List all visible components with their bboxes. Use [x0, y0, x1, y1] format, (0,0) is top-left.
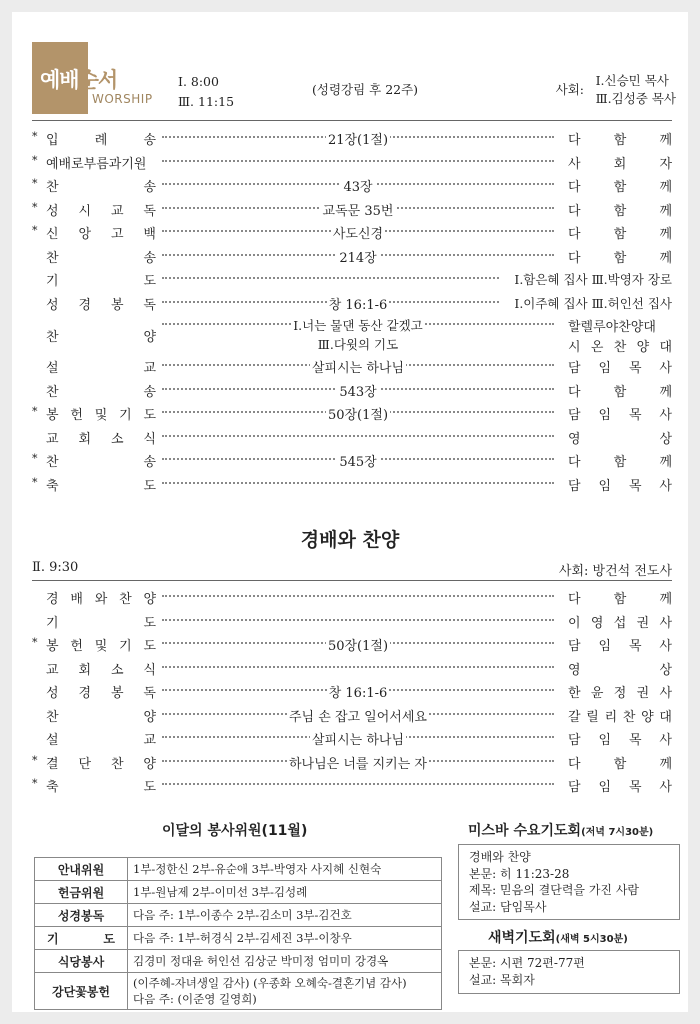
order-item-name: 기 도: [46, 615, 156, 631]
order-row: [32, 126, 672, 150]
order-row: [32, 173, 672, 197]
standing-mark: *: [32, 200, 38, 214]
wednesday-line: 제목: 믿음의 결단력을 가진 사람: [469, 883, 639, 897]
order-item-name: 성 경 봉 독: [46, 686, 156, 701]
order-row: [32, 354, 672, 378]
dawn-line: 설교: 목회자: [469, 972, 535, 987]
volunteer-role: 안내위원: [35, 858, 128, 881]
order-row: [32, 425, 672, 449]
standing-mark: *: [32, 636, 38, 649]
leader-dots: [162, 160, 554, 162]
volunteer-names: (이주혜-자녀생일 감사) (우종화 오혜숙-결혼기념 감사) 다음 주: (이준영 길영희): [128, 973, 442, 1010]
order-item-leader: 영 상: [568, 662, 672, 678]
order-item-leader: 다 함 께: [568, 455, 672, 470]
order-item-detail: 21장(1절): [327, 133, 389, 148]
service-times: [178, 72, 234, 112]
order-item-name: 봉 헌 및 기 도: [46, 639, 156, 654]
leader-dots: [162, 619, 554, 621]
order-item-name: 찬 송: [46, 180, 156, 195]
order-row: [32, 244, 672, 268]
host-1: Ⅰ.신승민 목사: [595, 73, 669, 88]
volunteer-row: [35, 904, 442, 927]
dawn-title: 새벽기도회(새벽 5시30분): [488, 930, 628, 946]
volunteers-title: 이달의 봉사위원(11월): [162, 823, 308, 839]
order-row: [32, 197, 672, 221]
order-item-name: 신 앙 고 백: [46, 227, 156, 242]
order-item-leader: 다 함 께: [568, 227, 672, 242]
order-row: [32, 726, 672, 750]
wednesday-line: 경배와 찬양: [469, 850, 531, 864]
order-item-detail: 교독문 35번: [322, 203, 394, 219]
anthem-title-1: Ⅰ.너는 물댄 동산 같겠고: [293, 318, 423, 333]
section2-title: 경배와 찬양: [300, 529, 400, 551]
order-item-detail: 50장(1절): [327, 408, 389, 423]
order-item-leader: 담 임 목 사: [568, 361, 672, 376]
order-item-detail: 살피시는 하나님: [311, 361, 405, 376]
liturgical-season: (성령강림 후 22주): [312, 82, 419, 97]
order-item-name: 성 경 봉 독: [46, 297, 156, 313]
order-item-name: 설 교: [46, 361, 156, 376]
choir-1: 할렐루야찬양대: [568, 320, 656, 335]
order-item-detail: 살피시는 하나님: [311, 733, 405, 748]
order-item-leader: 다 함 께: [568, 756, 672, 772]
order-item-name: 결 단 찬 양: [46, 756, 156, 772]
order-item-detail: 50장(1절): [327, 639, 389, 654]
order-item-leader: 담 임 목 사: [568, 639, 672, 654]
order-item-leader: 담 임 목 사: [568, 780, 672, 795]
host-block: [555, 72, 676, 108]
bulletin-page: [12, 12, 688, 1012]
section2-time: Ⅱ. 9:30: [32, 560, 79, 575]
order-item-leader: 영 상: [568, 431, 672, 447]
order-item-detail: 543장: [339, 384, 377, 400]
order-item-name: 교 회 소 식: [46, 431, 156, 447]
order-item-name: 교 회 소 식: [46, 662, 156, 678]
order-item-name: 찬 양: [46, 330, 156, 345]
order-item-name: 예배로부름과기원: [46, 156, 147, 172]
volunteer-row: [35, 881, 442, 904]
order-item-leader: 다 함 께: [568, 133, 672, 148]
choir-2: 시 온 찬 양 대: [568, 340, 672, 355]
leader-dots: [162, 783, 554, 785]
order-item-name: 축 도: [46, 478, 156, 494]
order-item-name: 찬 송: [46, 384, 156, 400]
order-item-name: 설 교: [46, 733, 156, 748]
order-item-detail: 214장: [339, 250, 377, 266]
volunteer-names: 다음 주: 1부-허경식 2부-김세진 3부-이창우: [128, 927, 442, 950]
standing-mark: *: [32, 130, 38, 143]
order-row: [32, 773, 672, 797]
wednesday-line: 설교: 담임목사: [469, 899, 547, 914]
worship-logo: [32, 42, 153, 114]
order-row: [32, 585, 672, 609]
leader-dots: [162, 277, 554, 279]
order-row: [32, 220, 672, 244]
order-item-name: 찬 송: [46, 455, 156, 470]
volunteer-names: 다음 주: 1부-이종수 2부-김소미 3부-김건호: [128, 904, 442, 927]
wednesday-title: 미스바 수요기도회(저녁 7시30분): [468, 823, 654, 839]
volunteer-row: [35, 973, 442, 1010]
order-item-detail: 사도신경: [332, 227, 384, 242]
wednesday-line: 본문: 히 11:23-28: [469, 866, 570, 881]
section2-host: 사회: 방건석 전도사: [558, 564, 672, 579]
volunteer-row: [35, 950, 442, 973]
service-time-1: Ⅰ. 8:00: [178, 74, 219, 89]
order-item-name: 찬 양: [46, 709, 156, 725]
volunteer-names: 1부-정한신 2부-유순애 3부-박영자 사지혜 신현숙: [128, 858, 442, 881]
leader-dots: [162, 666, 554, 668]
volunteer-role: 식당봉사: [35, 950, 128, 973]
order-row: [32, 448, 672, 472]
order-item-leader: 다 함 께: [568, 384, 672, 400]
standing-mark: *: [32, 452, 38, 465]
order-row: [32, 609, 672, 633]
dawn-box: [458, 950, 680, 994]
volunteer-role: 기 도: [35, 927, 128, 950]
order-item-leader: 이 영 섭 권 사: [568, 615, 672, 631]
order-item-leader: Ⅰ.함은혜 집사 Ⅲ.박영자 장로: [500, 270, 672, 288]
wednesday-box: [458, 844, 680, 920]
order-item-name: 기 도: [46, 274, 156, 289]
order-item-detail: 하나님은 너를 지키는 자: [289, 756, 427, 772]
anthem-title-2: Ⅲ.다윗의 기도: [317, 337, 399, 352]
order-item-leader: 다 함 께: [568, 592, 672, 607]
volunteer-names: 1부-원남제 2부-이미선 3부-김성례: [128, 881, 442, 904]
standing-mark: *: [32, 405, 38, 418]
standing-mark: *: [32, 475, 38, 489]
order-item-leader: Ⅰ.이주혜 집사 Ⅲ.허인선 집사: [500, 294, 672, 312]
volunteers-table: [34, 857, 442, 1010]
order-item-leader: 담 임 목 사: [568, 408, 672, 423]
volunteer-names: 김경미 정대윤 허인선 김상군 박미정 엄미미 강경옥: [128, 950, 442, 973]
host-2: Ⅲ.김성중 목사: [595, 91, 676, 106]
order-item-name: 성 시 교 독: [46, 203, 156, 219]
order-row: [32, 267, 672, 291]
order-item-name: 축 도: [46, 780, 156, 795]
order-item-name: 입 례 송: [46, 133, 156, 148]
divider-mid: [32, 580, 672, 581]
leader-dots: [162, 482, 554, 484]
logo-title: 예배순서: [40, 68, 118, 92]
order-item-detail: 창 16:1-6: [328, 297, 388, 313]
order-row: [32, 401, 672, 425]
standing-mark: *: [32, 753, 38, 767]
order-row: [32, 703, 672, 727]
order-item-leader: 갈 릴 리 찬 양 대: [568, 709, 672, 725]
standing-mark: *: [32, 177, 38, 190]
volunteer-role: 헌금위원: [35, 881, 128, 904]
volunteer-row: [35, 858, 442, 881]
order-row: [32, 378, 672, 402]
order-item-detail: 43장: [343, 180, 373, 195]
order-item-leader: 다 함 께: [568, 203, 672, 219]
order-item-leader: 사 회 자: [568, 156, 672, 172]
volunteer-role: 성경봉독: [35, 904, 128, 927]
order-row: [32, 656, 672, 680]
order-item-name: 봉 헌 및 기 도: [46, 408, 156, 423]
anthem-row: [32, 314, 672, 354]
volunteer-role: 강단꽃봉헌: [35, 973, 128, 1010]
order-row: [32, 291, 672, 315]
order-row: [32, 750, 672, 774]
order-row: [32, 472, 672, 496]
order-item-name: 경 배 와 찬 양: [46, 592, 156, 607]
order-item-leader: 다 함 께: [568, 250, 672, 266]
divider-top: [32, 120, 672, 121]
standing-mark: *: [32, 224, 38, 237]
order-row: [32, 679, 672, 703]
order-item-leader: 다 함 께: [568, 180, 672, 195]
order-item-detail: 주님 손 잡고 일어서세요: [289, 709, 427, 725]
dawn-line: 본문: 시편 72편-77편: [469, 956, 585, 970]
service-time-3: Ⅲ. 11:15: [178, 94, 235, 109]
leader-dots: [162, 435, 554, 437]
order-row: [32, 150, 672, 174]
order-item-detail: 창 16:1-6: [328, 686, 388, 701]
standing-mark: *: [32, 153, 38, 167]
order-row: [32, 632, 672, 656]
logo-subtitle: WORSHIP: [92, 92, 153, 106]
order-item-name: 찬 송: [46, 250, 156, 266]
standing-mark: *: [32, 777, 38, 790]
leader-dots: [162, 595, 554, 597]
order-item-leader: 담 임 목 사: [568, 733, 672, 748]
volunteer-row: [35, 927, 442, 950]
order-item-leader: 한 윤 정 권 사: [568, 686, 672, 701]
worship-order-list: [32, 126, 672, 495]
host-label: 사회:: [555, 82, 584, 97]
order-item-detail: 545장: [339, 455, 377, 470]
praise-order-list: [32, 585, 672, 797]
order-item-leader: 담 임 목 사: [568, 478, 672, 494]
